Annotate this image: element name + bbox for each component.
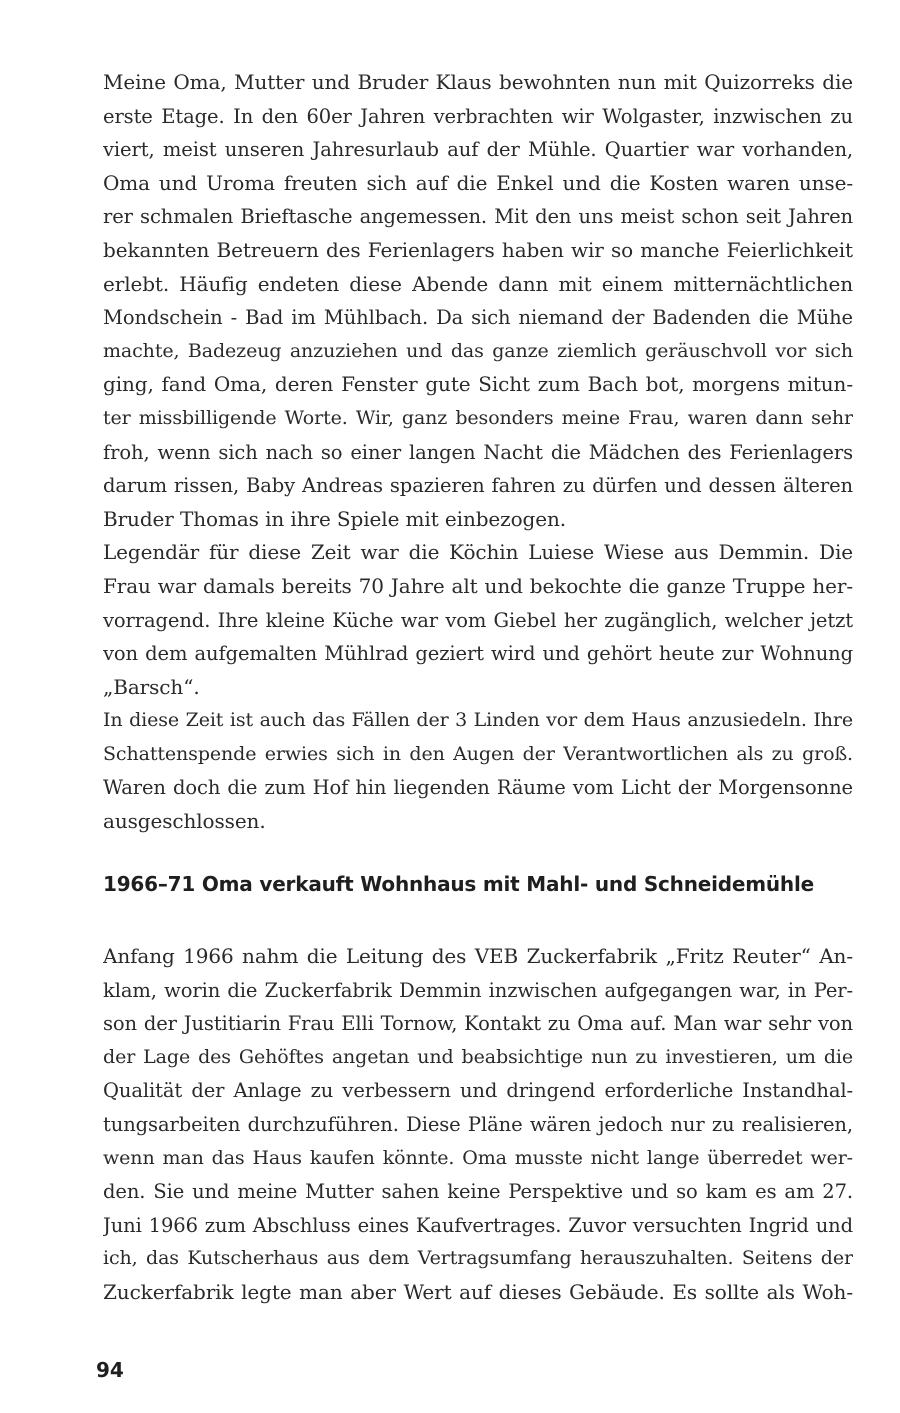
text-line: klam, worin die Zuckerfabrik Demmin inzwischen aufgegangen war, in Per- [103,978,853,1002]
text-line: rer schmalen Brieftasche angemessen. Mit den uns meist schon seit Jahren [103,205,853,229]
text-line: „Barsch“. [103,674,200,699]
page-number: 94 [96,1358,124,1382]
text-line: Frau war damals bereits 70 Jahre alt und bekochte die ganze Truppe her- [103,573,853,598]
text-line: Oma und Uroma freuten sich auf die Enkel und die Kosten waren unse- [103,170,853,195]
text-line: In diese Zeit ist auch das Fällen der 3 Linden vor dem Haus anzusiedeln. Ihre [103,709,853,732]
text-line: machte, Badezeug anzuziehen und das ganze ziemlich geräuschvoll vor sich [103,339,853,362]
text-line: von dem aufgemalten Mühlrad geziert wird und gehört heute zur Wohnung [103,642,853,666]
text-line: den. Sie und meine Mutter sahen keine Perspektive und so kam es am 27. [103,1180,853,1204]
text-line: ging, fand Oma, deren Fenster gute Sicht zum Bach bot, morgens mitun- [103,372,853,397]
text-line: tungsarbeiten durchzuführen. Diese Pläne wären jedoch nur zu realisieren, [103,1112,853,1136]
text-line: froh, wenn sich nach so einer langen Nacht die Mädchen des Ferienlagers [103,440,853,464]
text-line: son der Justitiarin Frau Elli Tornow, Kontakt zu Oma auf. Man war sehr von [103,1012,853,1036]
text-line: Qualität der Anlage zu verbessern und dringend erforderliche Instandhal- [103,1079,853,1103]
body-text-block [103,66,853,839]
text-line: Meine Oma, Mutter und Bruder Klaus bewohnten nun mit Quizorreks die [103,70,853,94]
text-line: ich, das Kutscherhaus aus dem Vertragsumfang herauszuhalten. Seitens der [103,1247,853,1270]
text-line: Juni 1966 zum Abschluss eines Kaufvertrages. Zuvor versuchten Ingrid und [103,1213,853,1237]
text-line: vorragend. Ihre kleine Küche war vom Giebel her zugänglich, welcher jetzt [103,608,853,632]
section-heading: 1966–71 Oma verkauft Wohnhaus mit Mahl- und Schneidemühle [103,872,814,896]
text-line: Bruder Thomas in ihre Spiele mit einbezogen. [103,506,567,531]
text-line: Mondschein - Bad im Mühlbach. Da sich niemand der Badenden die Mühe [103,306,853,330]
text-line: wenn man das Haus kaufen könnte. Oma musste nicht lange überredet wer- [103,1146,853,1169]
text-line: bekannten Betreuern des Ferienlagers haben wir so manche Feierlichkeit [103,237,853,262]
text-line: der Lage des Gehöftes angetan und beabsichtige nun zu investieren, um die [103,1045,853,1068]
text-line: erste Etage. In den 60er Jahren verbrachten wir Wolgaster, inzwischen zu [103,104,853,128]
text-line: ausgeschlossen. [103,809,266,834]
text-line: Zuckerfabrik legte man aber Wert auf dieses Gebäude. Es sollte als Woh- [103,1279,853,1304]
text-line: Schattenspende erwies sich in den Augen der Verantwortlichen als zu groß. [103,742,853,765]
text-line: ter missbilligende Worte. Wir, ganz besonders meine Frau, waren dann sehr [103,406,853,429]
text-line: Legendär für diese Zeit war die Köchin Luiese Wiese aus Demmin. Die [103,540,853,565]
text-line: viert, meist unseren Jahresurlaub auf der Mühle. Quartier war vorhanden, [103,138,853,162]
text-line: Anfang 1966 nahm die Leitung des VEB Zuckerfabrik „Fritz Reuter“ An- [103,944,853,968]
text-line: erlebt. Häufig endeten diese Abende dann mit einem mitternächtlichen [103,271,853,296]
text-line: darum rissen, Baby Andreas spazieren fahren zu dürfen und dessen älteren [103,474,853,498]
body-text-block [103,940,853,1310]
text-line: Waren doch die zum Hof hin liegenden Räume vom Licht der Morgensonne [103,776,853,800]
